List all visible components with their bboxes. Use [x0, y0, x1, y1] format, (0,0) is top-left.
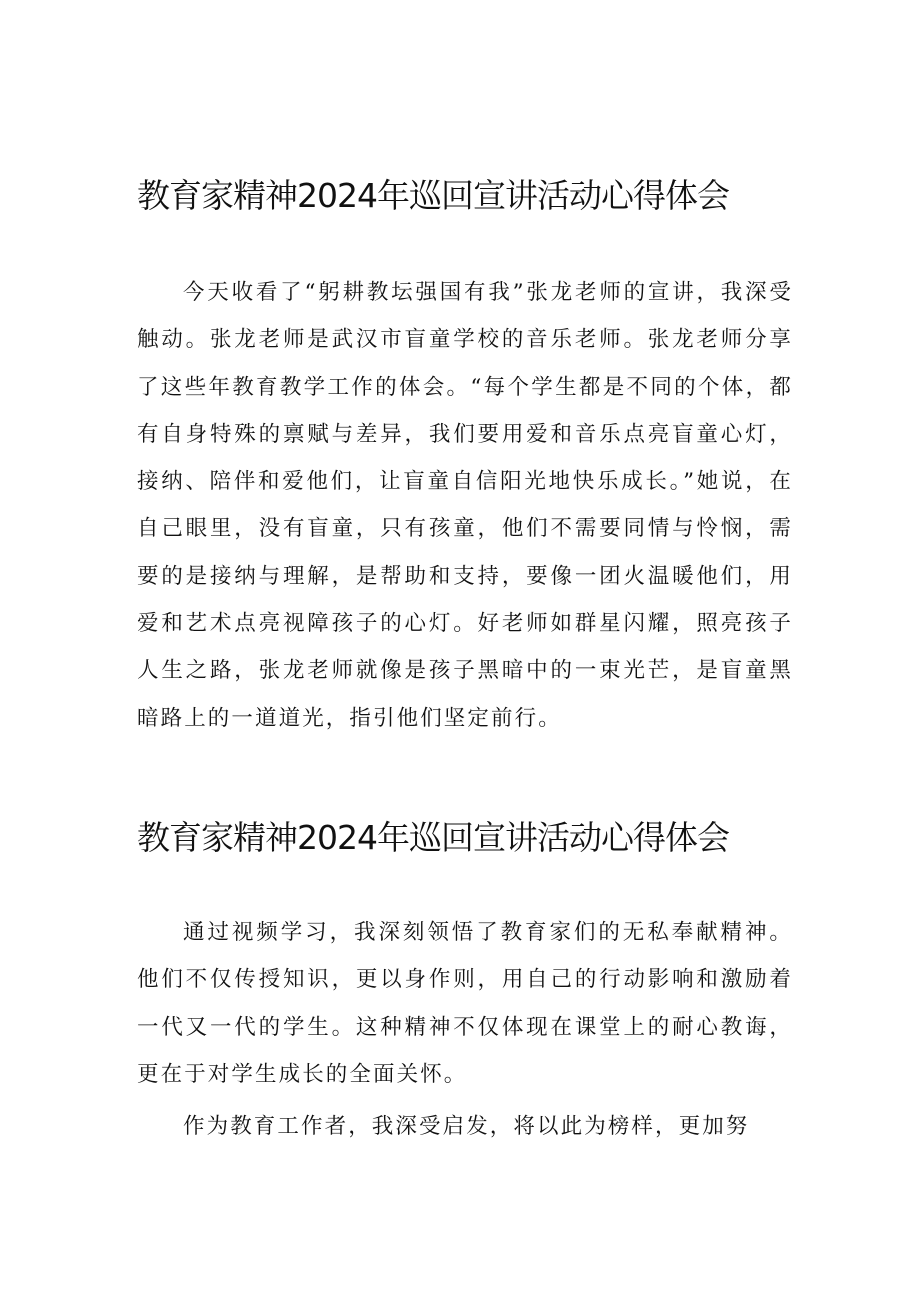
- section-2-paragraph-2: 作为教育工作者，我深受启发，将以此为榜样，更加努: [183, 1114, 750, 1139]
- section-1-title: 教育家精神2024年巡回宣讲活动心得体会: [137, 176, 729, 215]
- section-2-title: 教育家精神2024年巡回宣讲活动心得体会: [137, 818, 729, 857]
- section-2-paragraph-1: 通过视频学习，我深刻领悟了教育家们的无私奉献精神。他们不仅传授知识，更以身作则，用自己的行动影响和激励着一代又一代的学生。这种精神不仅体现在课堂上的耐心教诲，更在于对学生成长的全面关怀。: [137, 920, 793, 1087]
- section-1-paragraph-1: 今天收看了“躬耕教坛强国有我”张龙老师的宣讲，我深受触动。张龙老师是武汉市盲童学校的音乐老师。张龙老师分享了这些年教育教学工作的体会。“每个学生都是不同的个体，都有自身特殊的禀赋与差异，我们要用爱和音乐点亮盲童心灯，接纳、陪伴和爱他们，让盲童自信阳光地快乐成长。”她说，在自己眼里，没有盲童，只有孩童，他们不需要同情与怜悯，需要的是接纳与理解，是帮助和支持，要像一团火温暖他们，用爱和艺术点亮视障孩子的心灯。好老师如群星闪耀，照亮孩子人生之路，张龙老师就像是孩子黑暗中的一束光芒，是盲童黑暗路上的一道道光，指引他们坚定前行。: [137, 280, 793, 731]
